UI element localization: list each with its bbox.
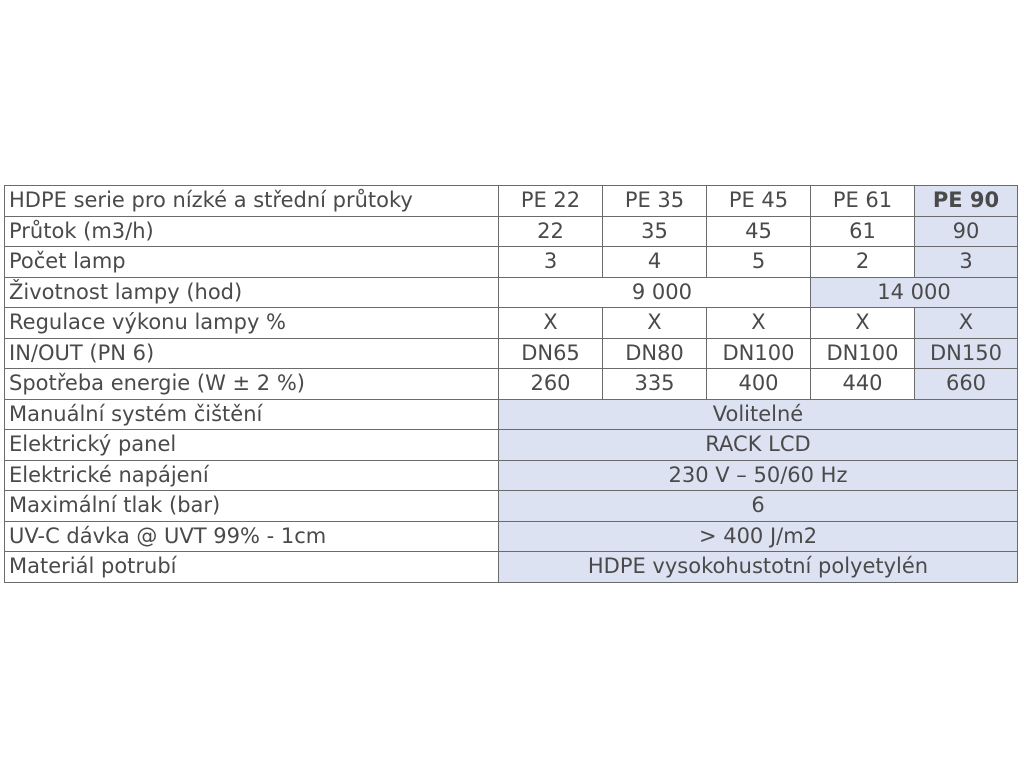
spec-table [4, 185, 1018, 583]
row-label: Počet lamp [5, 247, 499, 278]
cell-value: HDPE vysokohustotní polyetylén [499, 552, 1018, 583]
row-label: Spotřeba energie (W ± 2 %) [5, 369, 499, 400]
row-label: IN/OUT (PN 6) [5, 338, 499, 369]
table-row-cleaning [5, 399, 1018, 430]
cell-value: 660 [915, 369, 1018, 400]
table-row-in-out [5, 338, 1018, 369]
cell-value: 260 [499, 369, 603, 400]
cell-value: > 400 J/m2 [499, 521, 1018, 552]
model-pe35-header: PE 35 [603, 186, 707, 217]
cell-value: 2 [811, 247, 915, 278]
cell-value: 61 [811, 216, 915, 247]
table-row-flow [5, 216, 1018, 247]
table-row-supply [5, 460, 1018, 491]
cell-value: DN100 [811, 338, 915, 369]
cell-value: X [603, 308, 707, 339]
table-row-pressure [5, 491, 1018, 522]
cell-value: 400 [707, 369, 811, 400]
model-pe22-header: PE 22 [499, 186, 603, 217]
model-pe61-header: PE 61 [811, 186, 915, 217]
row-label: UV-C dávka @ UVT 99% - 1cm [5, 521, 499, 552]
row-label: Životnost lampy (hod) [5, 277, 499, 308]
cell-value: 14 000 [811, 277, 1018, 308]
table-title: HDPE serie pro nízké a střední průtoky [5, 186, 499, 217]
row-label: Regulace výkonu lampy % [5, 308, 499, 339]
cell-value: 335 [603, 369, 707, 400]
cell-value: 4 [603, 247, 707, 278]
table-row-pipe-material [5, 552, 1018, 583]
model-pe90-header: PE 90 [915, 186, 1018, 217]
row-label: Elektrický panel [5, 430, 499, 461]
table-header-row [5, 186, 1018, 217]
row-label: Elektrické napájení [5, 460, 499, 491]
table-row-uvc-dose [5, 521, 1018, 552]
cell-value: 22 [499, 216, 603, 247]
cell-value: X [499, 308, 603, 339]
cell-value: 90 [915, 216, 1018, 247]
cell-value: 230 V – 50/60 Hz [499, 460, 1018, 491]
table-row-lamps [5, 247, 1018, 278]
cell-value: 45 [707, 216, 811, 247]
table-row-panel [5, 430, 1018, 461]
cell-value: RACK LCD [499, 430, 1018, 461]
cell-value: DN100 [707, 338, 811, 369]
cell-value: 5 [707, 247, 811, 278]
row-label: Materiál potrubí [5, 552, 499, 583]
cell-value: DN80 [603, 338, 707, 369]
cell-value: Volitelné [499, 399, 1018, 430]
cell-value: X [707, 308, 811, 339]
cell-value: 440 [811, 369, 915, 400]
model-pe45-header: PE 45 [707, 186, 811, 217]
row-label: Manuální systém čištění [5, 399, 499, 430]
cell-value: 3 [499, 247, 603, 278]
table-row-energy [5, 369, 1018, 400]
row-label: Maximální tlak (bar) [5, 491, 499, 522]
row-label: Průtok (m3/h) [5, 216, 499, 247]
cell-value: 9 000 [499, 277, 811, 308]
cell-value: 35 [603, 216, 707, 247]
table-row-lamp-life [5, 277, 1018, 308]
cell-value: DN65 [499, 338, 603, 369]
table-row-power-regulation [5, 308, 1018, 339]
cell-value: 6 [499, 491, 1018, 522]
cell-value: X [915, 308, 1018, 339]
cell-value: X [811, 308, 915, 339]
cell-value: DN150 [915, 338, 1018, 369]
cell-value: 3 [915, 247, 1018, 278]
